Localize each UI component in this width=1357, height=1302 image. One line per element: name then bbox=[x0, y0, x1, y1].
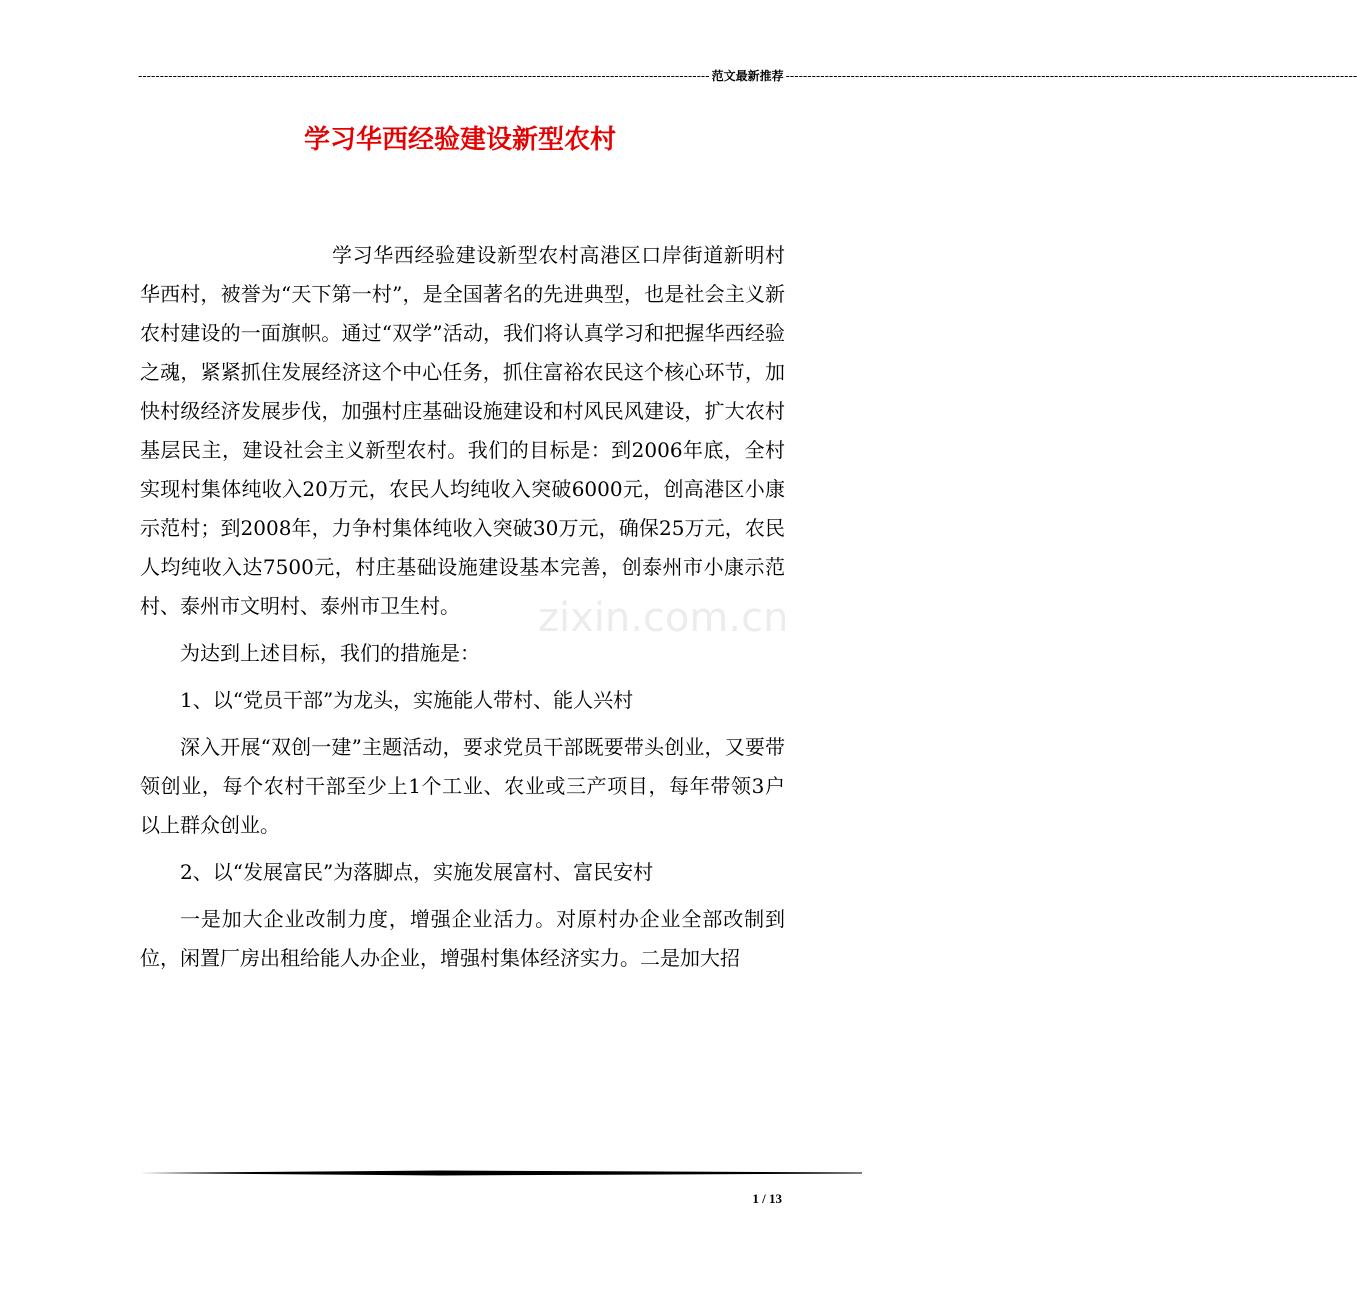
page-number: 1 / 13 bbox=[752, 1191, 782, 1206]
paragraph-measures-intro: 为达到上述目标，我们的措施是： bbox=[180, 641, 480, 665]
heading-measure-2: 2、以“发展富民”为落脚点，实施发展富村、富民安村 bbox=[180, 860, 654, 884]
header-dashes-right: ------------------------------------------------------------------------------------------------------------------------------------ bbox=[785, 69, 1357, 83]
paragraph-measure-2: 一是加大企业改制力度，增强企业活力。对原村办企业全部改制到位，闲置厂房出租给能人办企业，增强村集体经济实力。二是加大招 bbox=[140, 907, 785, 970]
document-title: 学习华西经验建设新型农村 bbox=[303, 125, 616, 155]
footer-divider bbox=[140, 1170, 862, 1176]
document-body bbox=[140, 236, 785, 986]
watermark: zixin.com.cn bbox=[538, 595, 789, 641]
heading-measure-1: 1、以“党员干部”为龙头，实施能人带村、能人兴村 bbox=[180, 688, 634, 712]
paragraph-measure-1: 深入开展“双创一建”主题活动，要求党员干部既要带头创业，又要带领创业，每个农村干部至少上1个工业、农业或三产项目，每年带领3户以上群众创业。 bbox=[140, 735, 785, 837]
paragraph-intro: 学习华西经验建设新型农村高港区口岸街道新明村华西村，被誉为“天下第一村”，是全国著名的先进典型，也是社会主义新农村建设的一面旗帜。通过“双学”活动，我们将认真学习和把握华西经验之魂，紧紧抓住发展经济这个中心任务，抓住富裕农民这个核心环节，加快村级经济发展步伐，加强村庄基础设施建设和村风民风建设，扩大农村基层民主，建设社会主义新型农村。我们的目标是：到2006年底，全村实现村集体纯收入20万元，农民人均纯收入突破6000元，创高港区小康示范村；到2008年，力争村集体纯收入突破30万元，确保25万元，农民人均纯收入达7500元，村庄基础设施建设基本完善，创泰州市小康示范村、泰州市文明村、泰州市卫生村。 bbox=[140, 243, 785, 618]
page-header bbox=[138, 66, 1357, 86]
header-dashes-left: ------------------------------------------------------------------------------------------------------------------------------------ bbox=[138, 69, 710, 83]
header-label: 范文最新推荐 bbox=[711, 69, 784, 83]
